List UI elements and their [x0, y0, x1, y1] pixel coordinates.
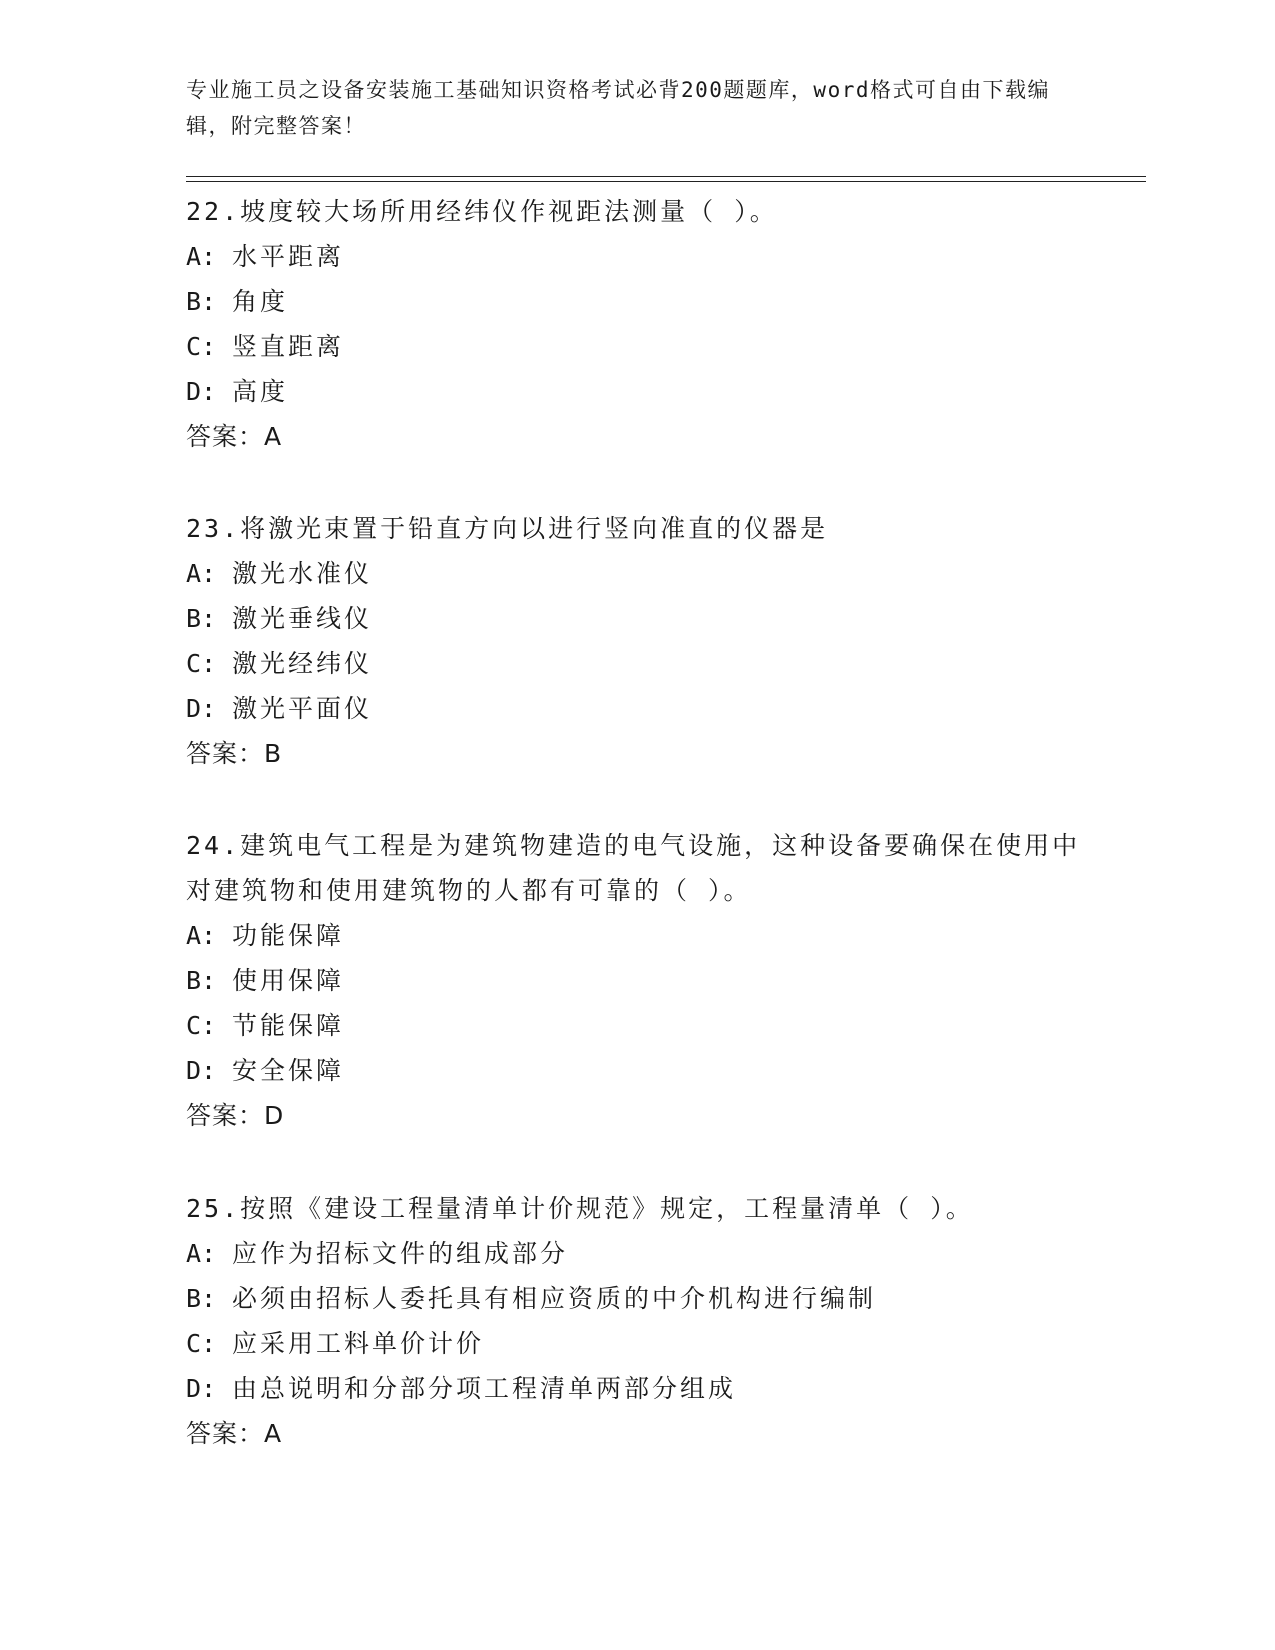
header-divider-bottom: [186, 181, 1146, 182]
option-text: 角度: [232, 287, 289, 316]
option-letter: A:: [186, 1239, 217, 1268]
option-letter: D:: [186, 1056, 217, 1085]
question-25: [186, 1186, 1086, 1457]
option-letter: D:: [186, 1374, 217, 1403]
question-24: [186, 823, 1086, 1139]
option-a: [186, 551, 1086, 596]
question-stem: 25.按照《建设工程量清单计价规范》规定，工程量清单（ ）。: [186, 1194, 974, 1223]
option-text: 应采用工料单价计价: [232, 1329, 485, 1358]
question-stem: 22.坡度较大场所用经纬仪作视距法测量（ ）。: [186, 197, 778, 226]
option-a: [186, 234, 1086, 279]
answer-line: 答案：D: [186, 1101, 285, 1130]
question-23: [186, 506, 1086, 777]
answer-line: 答案：A: [186, 422, 283, 451]
option-letter: C:: [186, 332, 217, 361]
option-text: 安全保障: [232, 1056, 345, 1085]
option-c: [186, 641, 1086, 686]
option-letter: A:: [186, 921, 217, 950]
option-b: [186, 279, 1086, 324]
option-letter: A:: [186, 559, 217, 588]
option-b: [186, 958, 1086, 1003]
option-letter: C:: [186, 1329, 217, 1358]
option-text: 水平距离: [232, 242, 345, 271]
option-letter: B:: [186, 287, 217, 316]
option-d: [186, 1048, 1086, 1093]
option-text: 节能保障: [232, 1011, 345, 1040]
option-letter: C:: [186, 1011, 217, 1040]
option-text: 使用保障: [232, 966, 345, 995]
question-stem: 23.将激光束置于铅直方向以进行竖向准直的仪器是: [186, 514, 829, 543]
option-text: 激光水准仪: [232, 559, 373, 588]
option-letter: A:: [186, 242, 217, 271]
option-c: [186, 324, 1086, 369]
option-letter: D:: [186, 694, 217, 723]
option-a: [186, 1231, 1086, 1276]
option-b: [186, 1276, 1086, 1321]
question-stem: 24.建筑电气工程是为建筑物建造的电气设施，这种设备要确保在使用中对建筑物和使用建筑物的人都有可靠的（ ）。: [186, 831, 1081, 905]
option-letter: B:: [186, 966, 217, 995]
option-text: 高度: [232, 377, 289, 406]
option-text: 竖直距离: [232, 332, 345, 361]
option-c: [186, 1003, 1086, 1048]
option-letter: D:: [186, 377, 217, 406]
answer-line: 答案：A: [186, 1419, 283, 1448]
answer-line: 答案：B: [186, 739, 283, 768]
option-letter: B:: [186, 604, 217, 633]
option-text: 功能保障: [232, 921, 345, 950]
option-text: 由总说明和分部分项工程清单两部分组成: [232, 1374, 737, 1403]
option-d: [186, 686, 1086, 731]
option-d: [186, 1366, 1086, 1411]
option-text: 激光平面仪: [232, 694, 373, 723]
option-b: [186, 596, 1086, 641]
question-22: [186, 189, 1086, 460]
option-text: 应作为招标文件的组成部分: [232, 1239, 569, 1268]
option-a: [186, 913, 1086, 958]
option-d: [186, 369, 1086, 414]
option-letter: B:: [186, 1284, 217, 1313]
option-text: 必须由招标人委托具有相应资质的中介机构进行编制: [232, 1284, 877, 1313]
option-c: [186, 1321, 1086, 1366]
header-divider-top: [186, 176, 1146, 177]
option-text: 激光经纬仪: [232, 649, 373, 678]
option-text: 激光垂线仪: [232, 604, 373, 633]
option-letter: C:: [186, 649, 217, 678]
document-header: 专业施工员之设备安装施工基础知识资格考试必背200题题库，word格式可自由下载编辑，附完整答案！: [186, 78, 1050, 138]
